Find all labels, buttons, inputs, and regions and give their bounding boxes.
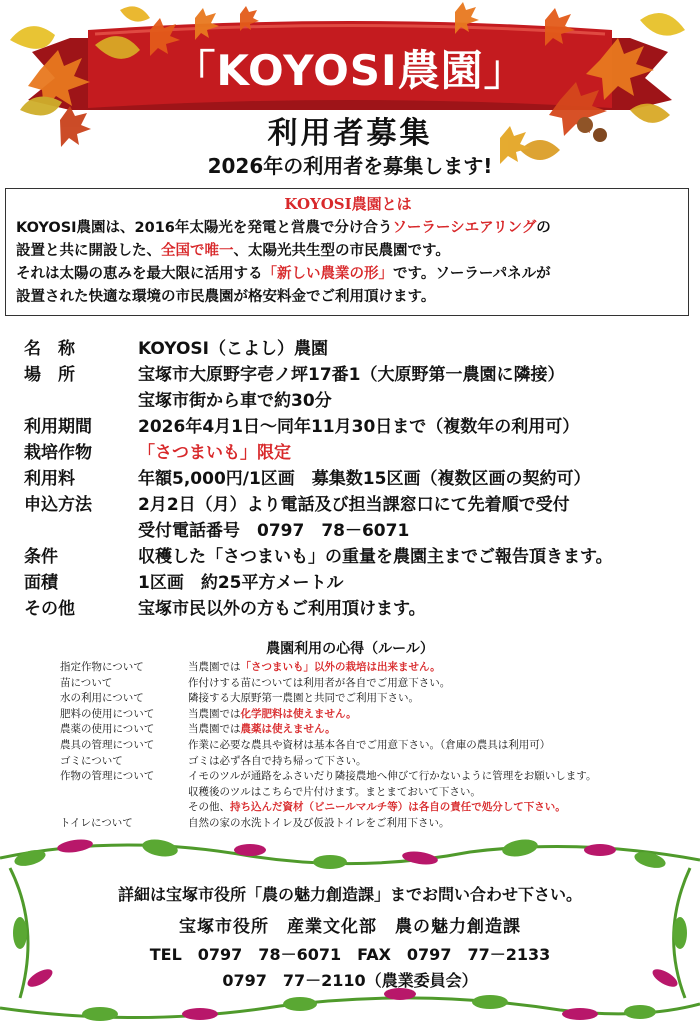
rule-row: [60, 722, 690, 738]
detail-row-phone: [24, 518, 684, 544]
rule-text: [188, 800, 690, 816]
intro-text: です。ソーラーパネルが: [393, 266, 551, 282]
detail-value: 収穫した「さつまいも」の重量を農園主までご報告頂きます。: [138, 547, 613, 567]
detail-label: 申込方法: [24, 495, 92, 515]
detail-row-crop: [24, 440, 684, 466]
detail-value: 2026年4月1日～同年11月30日まで（複数年の利用可）: [138, 417, 580, 437]
rule-row: [60, 769, 690, 785]
header: [0, 0, 700, 185]
rule-text: 自然の家の水洗トイレ及び仮設トイレをご利用下さい。: [188, 816, 450, 829]
rule-text-part: その他、: [188, 801, 230, 814]
rule-row: [60, 816, 690, 832]
intro-text: KOYOSI農園は、2016年太陽光を発電と営農で分け合う: [16, 220, 393, 236]
rule-text-part: 当農園では: [188, 723, 241, 736]
rule-text: ゴミは必ず各自で持ち帰って下さい。: [188, 754, 367, 767]
rule-text: [188, 707, 690, 723]
rule-text: 作業に必要な農具や資材は基本各自でご用意下さい。（倉庫の農具は利用可）: [188, 738, 551, 751]
rule-row: [60, 660, 690, 676]
rule-row: [60, 691, 690, 707]
intro-text: それは太陽の恵みを最大限に活用する: [16, 266, 263, 282]
footer-contact: [0, 838, 700, 1024]
detail-value: 1区画 約25平方メートル: [138, 573, 344, 593]
detail-row-condition: [24, 544, 684, 570]
rule-label: 指定作物について: [60, 661, 144, 673]
rule-highlight: 化学肥料は使えません。: [240, 707, 357, 720]
rule-label: [60, 785, 188, 801]
intro-heading: KOYOSI農園とは: [284, 195, 412, 213]
department-name: 宝塚市役所 産業文化部 農の魅力創造課: [179, 917, 521, 937]
detail-value: 宝塚市大原野字壱ノ坪17番1（大原野第一農園に隣接）: [138, 365, 565, 385]
rule-text: [188, 660, 690, 676]
rule-label: ゴミについて: [60, 754, 123, 767]
intro-line-3: [16, 263, 680, 286]
rule-label: 農薬の使用について: [60, 723, 155, 736]
detail-row-location-note: [24, 388, 684, 414]
detail-value: 「さつまいも」限定: [138, 443, 291, 463]
detail-label: 栽培作物: [24, 443, 92, 463]
rule-text: 収穫後のツルはこちらで片付けます。まとまておいて下さい。: [188, 785, 481, 798]
detail-value: 2月2日（月）より電話及び担当課窓口にて先着順で受付: [138, 495, 570, 515]
intro-line-2: [16, 240, 680, 263]
detail-value: 宝塚市街から車で約30分: [138, 391, 332, 411]
rule-label: [60, 800, 188, 816]
detail-label: 名 称: [24, 339, 75, 359]
detail-label: 利用期間: [24, 417, 92, 437]
detail-label: 条件: [24, 547, 58, 567]
page-subtitle: 利用者募集: [267, 116, 433, 151]
rule-text: [188, 722, 690, 738]
detail-row-fee: [24, 466, 684, 492]
intro-text: 、太陽光共生型の市民農園です。: [233, 243, 450, 259]
rule-text: 隣接する大原野第一農園と共同でご利用下さい。: [188, 692, 419, 705]
detail-label: 利用料: [24, 469, 75, 489]
rules-title: 農園利用の心得（ルール）: [266, 641, 434, 657]
rule-row: [60, 754, 690, 770]
rule-text-part: 当農園では: [188, 707, 241, 720]
intro-text: 設置と共に開設した、: [16, 243, 161, 259]
contact-tel-fax: TEL 0797 78－6071 FAX 0797 77－2133: [149, 945, 551, 964]
intro-highlight: ソーラーシエアリング: [392, 220, 537, 236]
banner-title: 「KOYOSI農園」: [173, 46, 527, 95]
rule-row: [60, 707, 690, 723]
detail-label: 場 所: [24, 365, 75, 385]
rule-row: [60, 738, 690, 754]
detail-value: 宝塚市民以外の方もご利用頂けます。: [138, 599, 426, 619]
rule-label: 苗について: [60, 676, 113, 689]
inquiry-text: 詳細は宝塚市役所「農の魅力創造課」までお問い合わせ下さい。: [117, 885, 582, 904]
rule-label: 水の利用について: [60, 692, 144, 705]
details-list: [24, 336, 684, 622]
detail-label: [24, 388, 138, 414]
rule-highlight: 持ち込んだ資材（ビニールマルチ等）は各自の責任で処分して下さい。: [230, 801, 566, 814]
rule-text: 作付けする苗については利用者が各自でご用意下さい。: [188, 676, 451, 689]
intro-box: [5, 188, 689, 316]
detail-row-other: [24, 596, 684, 622]
detail-label: 面積: [24, 573, 58, 593]
rule-text: イモのツルが通路をふさいだり隣接農地へ伸びて行かないように管理をお願いします。: [188, 770, 597, 783]
detail-label: [24, 518, 138, 544]
detail-value: 受付電話番号 0797 78－6071: [138, 521, 410, 541]
rule-label: 肥料の使用について: [60, 707, 155, 720]
intro-line-1: [16, 217, 680, 240]
detail-row-period: [24, 414, 684, 440]
rule-text-part: 当農園では: [188, 661, 241, 673]
rule-row: [60, 800, 690, 816]
rule-label: 農具の管理について: [60, 738, 155, 751]
detail-row-application: [24, 492, 684, 518]
rules-list: [60, 660, 690, 832]
rule-highlight: 「さつまいも」以外の栽培は出来ません。: [240, 661, 441, 673]
rule-highlight: 農薬は使えません。: [240, 723, 336, 736]
intro-highlight: 「新しい農業の形」: [262, 266, 393, 282]
rule-row: [60, 785, 690, 801]
contact-tel-agriculture-committee: 0797 77－2110（農業委員会）: [222, 971, 478, 990]
detail-label: その他: [24, 599, 75, 619]
intro-highlight: 全国で唯一: [161, 243, 234, 259]
rule-label: トイレについて: [60, 816, 133, 829]
intro-text: の: [536, 220, 551, 236]
detail-row-name: [24, 336, 684, 362]
intro-line-4: 設置された快適な環境の市民農園が格安料金でご利用頂けます。: [16, 289, 436, 305]
rule-label: 作物の管理について: [60, 770, 155, 783]
detail-row-location: [24, 362, 684, 388]
rule-row: [60, 676, 690, 692]
page-tagline: 2026年の利用者を募集します!: [207, 154, 493, 178]
detail-value: KOYOSI（こよし）農園: [138, 339, 328, 359]
detail-row-area: [24, 570, 684, 596]
detail-value: 年額5,000円/1区画 募集数15区画（複数区画の契約可）: [138, 469, 591, 489]
